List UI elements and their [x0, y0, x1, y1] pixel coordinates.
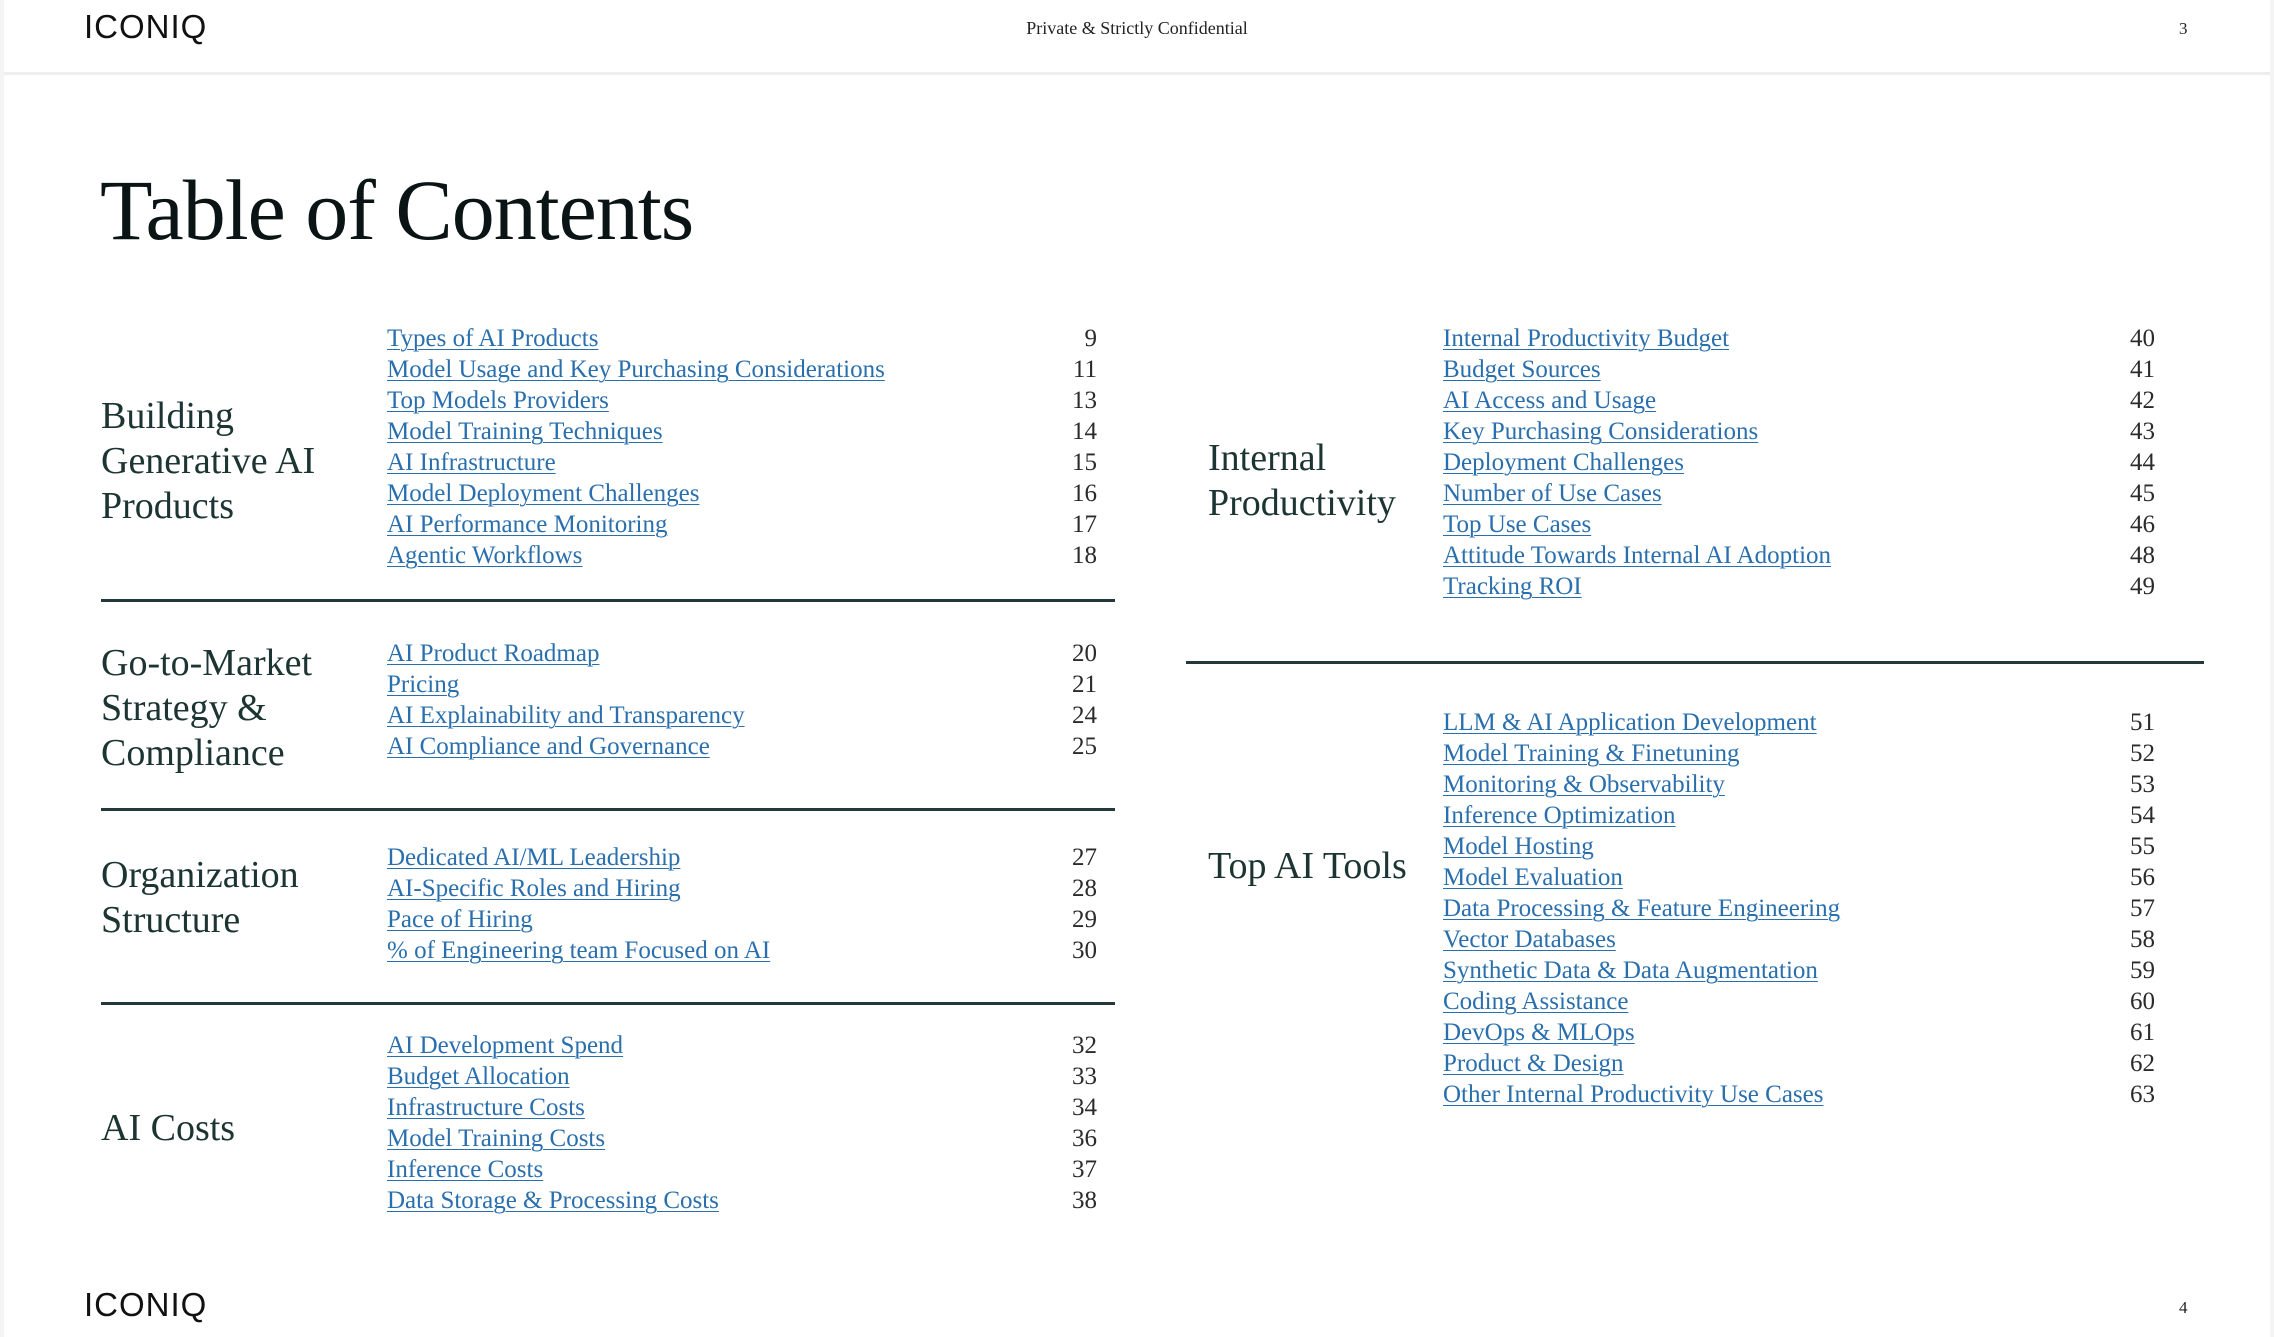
toc-entry-page-number: 44 [2130, 449, 2155, 476]
toc-list-internal-productivity [1443, 323, 2155, 602]
toc-entry [387, 1061, 1097, 1092]
toc-entry [387, 447, 1097, 478]
toc-entry-link[interactable]: Model Training Techniques [387, 418, 663, 445]
toc-entry-link[interactable]: Vector Databases [1443, 926, 1616, 953]
toc-entry [387, 669, 1097, 700]
page-title: Table of Contents [100, 162, 694, 258]
toc-entry-link[interactable]: Types of AI Products [387, 325, 599, 352]
toc-entry-page-number: 27 [1072, 844, 1097, 871]
toc-entry-link[interactable]: Other Internal Productivity Use Cases [1443, 1081, 1824, 1108]
toc-entry-link[interactable]: Data Processing & Feature Engineering [1443, 895, 1841, 922]
toc-entry [1443, 862, 2155, 893]
toc-entry [387, 873, 1097, 904]
toc-entry-link[interactable]: Model Hosting [1443, 833, 1594, 860]
toc-entry [387, 509, 1097, 540]
toc-entry-link[interactable]: Budget Sources [1443, 356, 1601, 383]
toc-entry [1443, 478, 2155, 509]
section-title-top-ai-tools: Top AI Tools [1208, 845, 1407, 887]
footer-logo: ICONIQ [84, 1286, 208, 1323]
toc-entry-page-number: 21 [1072, 671, 1097, 698]
toc-entry [1443, 924, 2155, 955]
toc-entry-page-number: 16 [1072, 480, 1097, 507]
section-divider [101, 808, 1115, 811]
toc-entry-page-number: 33 [1072, 1063, 1097, 1090]
toc-entry-link[interactable]: Synthetic Data & Data Augmentation [1443, 957, 1818, 984]
toc-list-organization-structure [387, 842, 1097, 966]
toc-entry [387, 1092, 1097, 1123]
toc-entry [387, 478, 1097, 509]
toc-entry-page-number: 34 [1072, 1094, 1097, 1121]
toc-entry-page-number: 25 [1072, 733, 1097, 760]
toc-entry [1443, 540, 2155, 571]
toc-entry [1443, 1079, 2155, 1110]
toc-entry-link[interactable]: Budget Allocation [387, 1063, 570, 1090]
toc-entry-page-number: 53 [2130, 771, 2155, 798]
toc-entry-page-number: 30 [1072, 937, 1097, 964]
toc-entry [387, 700, 1097, 731]
toc-entry [387, 731, 1097, 762]
toc-entry-link[interactable]: Coding Assistance [1443, 988, 1629, 1015]
toc-entry-link[interactable]: AI Product Roadmap [387, 640, 600, 667]
toc-entry [1443, 738, 2155, 769]
toc-entry-link[interactable]: Pace of Hiring [387, 906, 533, 933]
toc-entry-link[interactable]: DevOps & MLOps [1443, 1019, 1635, 1046]
section-title-organization-structure: Organization Structure [101, 854, 299, 941]
toc-entry-page-number: 58 [2130, 926, 2155, 953]
toc-entry-link[interactable]: Agentic Workflows [387, 542, 583, 569]
toc-entry-page-number: 49 [2130, 573, 2155, 600]
toc-entry-link[interactable]: Model Training Costs [387, 1125, 606, 1152]
section-title-ai-costs: AI Costs [101, 1107, 236, 1149]
section-title-internal-productivity: Internal Productivity [1208, 437, 1396, 524]
toc-entry [1443, 986, 2155, 1017]
toc-entry [387, 842, 1097, 873]
toc-entry-link[interactable]: Top Use Cases [1443, 511, 1592, 538]
toc-entry [387, 935, 1097, 966]
toc-entry-link[interactable]: Top Models Providers [387, 387, 609, 414]
toc-entry [1443, 509, 2155, 540]
section-title-building-ai-products: Building Generative AI Products [101, 395, 316, 527]
toc-entry [1443, 571, 2155, 602]
toc-entry-link[interactable]: Data Storage & Processing Costs [387, 1187, 719, 1214]
toc-entry-link[interactable]: % of Engineering team Focused on AI [387, 937, 771, 964]
toc-entry-page-number: 54 [2130, 802, 2155, 829]
toc-entry-link[interactable]: Attitude Towards Internal AI Adoption [1443, 542, 1832, 569]
toc-entry [387, 904, 1097, 935]
toc-entry-page-number: 60 [2130, 988, 2155, 1015]
toc-entry [1443, 416, 2155, 447]
toc-entry-page-number: 11 [1072, 356, 1097, 383]
toc-entry [387, 385, 1097, 416]
toc-entry-page-number: 9 [1084, 325, 1097, 352]
toc-entry-link[interactable]: AI Performance Monitoring [387, 511, 668, 538]
toc-entry-page-number: 18 [1072, 542, 1097, 569]
document-page [4, 0, 2270, 1337]
toc-entry-page-number: 51 [2130, 709, 2155, 736]
toc-entry-link[interactable]: Pricing [387, 671, 460, 698]
toc-entry-link[interactable]: Monitoring & Observability [1443, 771, 1725, 798]
toc-entry-page-number: 42 [2130, 387, 2155, 414]
toc-entry [387, 323, 1097, 354]
toc-entry-link[interactable]: Key Purchasing Considerations [1443, 418, 1759, 445]
toc-entry [1443, 447, 2155, 478]
toc-entry-page-number: 29 [1072, 906, 1097, 933]
confidential-notice: Private & Strictly Confidential [1026, 18, 1248, 38]
toc-entry-link[interactable]: Inference Costs [387, 1156, 544, 1183]
toc-entry [387, 1185, 1097, 1216]
toc-entry-link[interactable]: Dedicated AI/ML Leadership [387, 844, 681, 871]
toc-entry-page-number: 28 [1072, 875, 1097, 902]
toc-list-go-to-market [387, 638, 1097, 762]
toc-entry-page-number: 37 [1072, 1156, 1097, 1183]
toc-entry [387, 354, 1097, 385]
toc-entry-link[interactable]: AI Explainability and Transparency [387, 702, 745, 729]
toc-entry-link[interactable]: Deployment Challenges [1443, 449, 1684, 476]
toc-entry [1443, 893, 2155, 924]
footer-page-number: 4 [2179, 1298, 2188, 1317]
section-divider [1186, 661, 2204, 664]
toc-entry-page-number: 43 [2130, 418, 2155, 445]
toc-entry-link[interactable]: Number of Use Cases [1443, 480, 1662, 507]
toc-entry-page-number: 59 [2130, 957, 2155, 984]
toc-entry-page-number: 15 [1072, 449, 1097, 476]
toc-entry-page-number: 56 [2130, 864, 2155, 891]
toc-entry-link[interactable]: Inference Optimization [1443, 802, 1676, 829]
toc-entry-page-number: 63 [2130, 1081, 2155, 1108]
toc-entry-page-number: 57 [2130, 895, 2155, 922]
section-divider [101, 1002, 1115, 1005]
toc-entry-page-number: 55 [2130, 833, 2155, 860]
toc-entry-page-number: 13 [1072, 387, 1097, 414]
toc-entry-page-number: 40 [2130, 325, 2155, 352]
toc-entry-page-number: 62 [2130, 1050, 2155, 1077]
toc-entry-link[interactable]: AI Access and Usage [1443, 387, 1657, 414]
toc-entry-page-number: 45 [2130, 480, 2155, 507]
toc-entry-link[interactable]: Infrastructure Costs [387, 1094, 585, 1121]
toc-entry-page-number: 14 [1072, 418, 1097, 445]
toc-entry-page-number: 36 [1072, 1125, 1097, 1152]
toc-entry-link[interactable]: AI Development Spend [387, 1032, 624, 1059]
toc-entry [1443, 354, 2155, 385]
toc-entry-link[interactable]: AI Infrastructure [387, 449, 556, 476]
toc-entry [387, 1123, 1097, 1154]
toc-entry [1443, 385, 2155, 416]
toc-entry-page-number: 38 [1072, 1187, 1097, 1214]
toc-entry-page-number: 17 [1072, 511, 1097, 538]
toc-entry-link[interactable]: LLM & AI Application Development [1443, 709, 1817, 736]
toc-entry-page-number: 61 [2130, 1019, 2155, 1046]
toc-entry-page-number: 48 [2130, 542, 2155, 569]
toc-entry-page-number: 46 [2130, 511, 2155, 538]
toc-entry [1443, 1048, 2155, 1079]
toc-entry [1443, 1017, 2155, 1048]
toc-entry-link[interactable]: AI-Specific Roles and Hiring [387, 875, 681, 902]
toc-entry-link[interactable]: Model Evaluation [1443, 864, 1623, 891]
toc-entry [387, 540, 1097, 571]
toc-entry [387, 638, 1097, 669]
toc-entry [1443, 831, 2155, 862]
header-logo: ICONIQ [84, 8, 208, 45]
toc-entry-page-number: 32 [1072, 1032, 1097, 1059]
toc-entry [1443, 323, 2155, 354]
toc-entry-link[interactable]: AI Compliance and Governance [387, 733, 710, 760]
toc-entry [1443, 707, 2155, 738]
toc-entry [387, 416, 1097, 447]
toc-list-building-ai-products [387, 323, 1097, 571]
header-page-number: 3 [2179, 19, 2188, 38]
section-divider [101, 599, 1115, 602]
toc-entry-link[interactable]: Product & Design [1443, 1050, 1624, 1077]
toc-entry-page-number: 52 [2130, 740, 2155, 767]
toc-entry-link[interactable]: Model Usage and Key Purchasing Considerations [387, 356, 885, 383]
toc-entry-link[interactable]: Model Deployment Challenges [387, 480, 700, 507]
toc-entry-page-number: 41 [2130, 356, 2155, 383]
section-title-go-to-market: Go-to-Market Strategy & Compliance [101, 642, 313, 774]
toc-entry [387, 1154, 1097, 1185]
toc-list-ai-costs [387, 1030, 1097, 1216]
toc-entry-link[interactable]: Internal Productivity Budget [1443, 325, 1730, 352]
toc-entry-page-number: 20 [1072, 640, 1097, 667]
toc-entry [387, 1030, 1097, 1061]
toc-entry-link[interactable]: Model Training & Finetuning [1443, 740, 1740, 767]
toc-entry [1443, 800, 2155, 831]
toc-entry [1443, 955, 2155, 986]
toc-list-top-ai-tools [1443, 707, 2155, 1110]
toc-entry-page-number: 24 [1072, 702, 1097, 729]
toc-entry [1443, 769, 2155, 800]
header-divider [4, 72, 2270, 75]
toc-entry-link[interactable]: Tracking ROI [1443, 573, 1582, 600]
